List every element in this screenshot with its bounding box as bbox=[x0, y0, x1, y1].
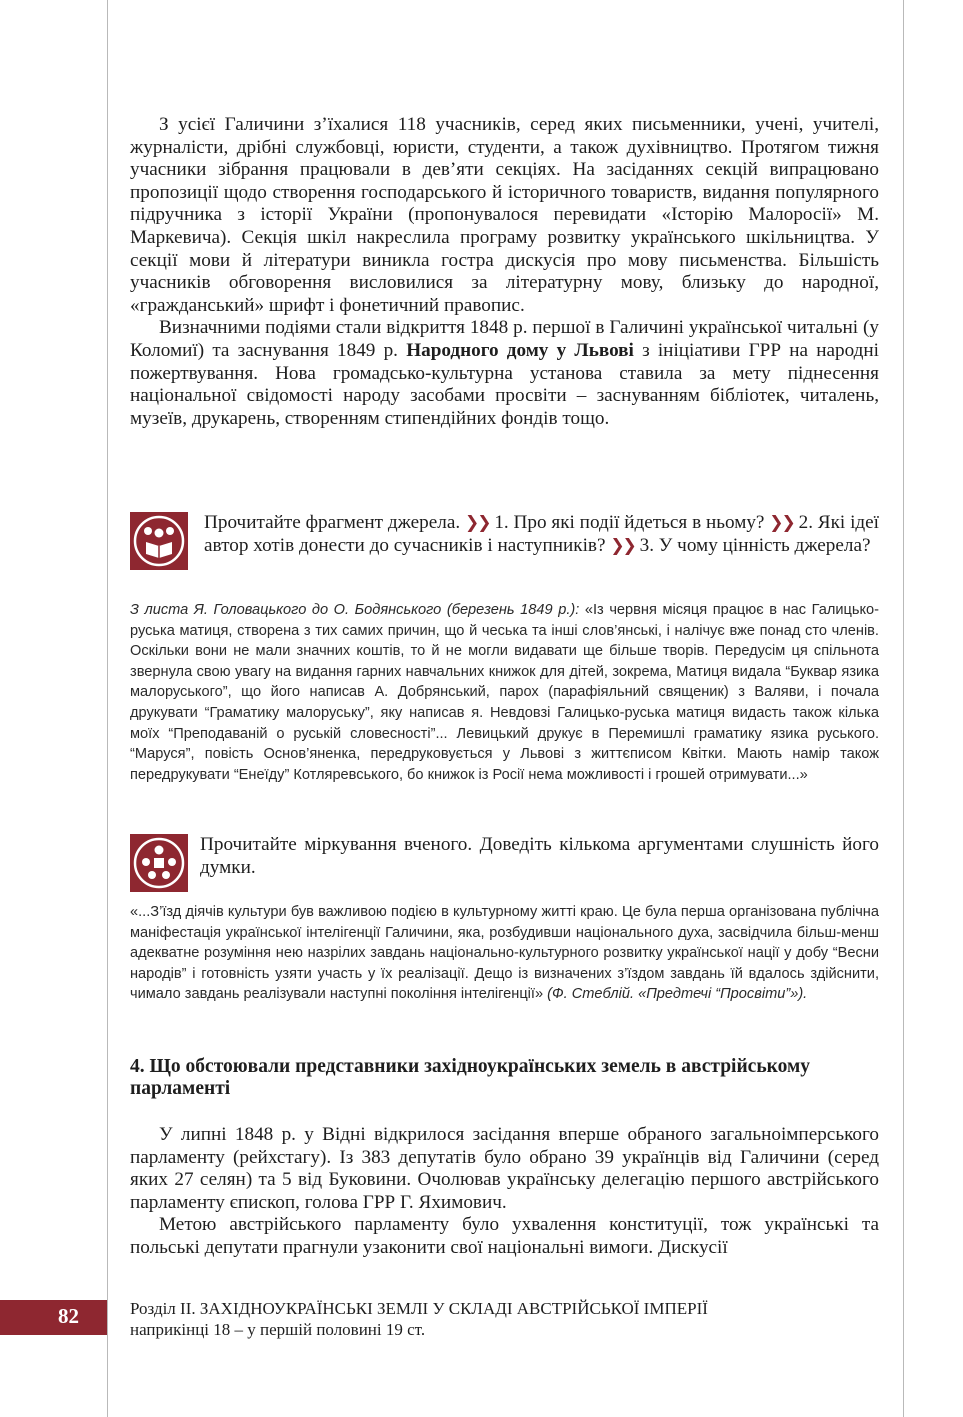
chevron-marker-icon: ❯❯ bbox=[610, 535, 635, 556]
source-quote-golovatsky bbox=[130, 600, 879, 785]
page-number: 82 bbox=[58, 1304, 79, 1328]
group-discussion-icon bbox=[130, 834, 188, 892]
footer-line: Розділ ІІ. ЗАХІДНОУКРАЇНСЬКІ ЗЕМЛІ У СКЛАДІ АВСТРІЙСЬКОЇ ІМПЕРІЇ bbox=[130, 1299, 708, 1318]
bold-term: Народного дому у Львові bbox=[406, 339, 634, 361]
running-footer bbox=[130, 1298, 890, 1340]
body-text-bottom bbox=[130, 1124, 879, 1260]
paragraph: Метою австрійського парламенту було ухвалення конституції, тож українські та польські депутати прагнули узаконити свої національні вимоги. Дискусії bbox=[130, 1214, 879, 1258]
chevron-marker-icon: ❯❯ bbox=[465, 513, 490, 533]
reading-book-icon bbox=[130, 512, 188, 570]
task-text: Прочитайте міркування вченого. Доведіть кількома аргументами слушність його думки. bbox=[200, 834, 879, 878]
source-quote-stebliy bbox=[130, 902, 879, 1005]
paragraph: З усієї Галичини з’їхалися 118 учасників, серед яких письменники, учені, учителі, журналісти, дрібні службовці, юристи, студенти, а також духівництво. Протягом тижня учасники зібрання працювали в дев’яти секціях. На засіданнях секцій випрацювано пропозиції щодо створення господарського й історичного товариств, видання популярного підручника з історії України (пропонувалося перевидати «Історію Малоросії» М. Маркевича). Секція шкіл накреслила програму розвитку українського шкільництва. У секції мови й літератури виникла гостра дискусія про мову письменства. Більшість учасників обговорення висловилися за літературну мову, близьку до народної, «гражданський» шрифт і фонетичний правопис. bbox=[130, 114, 879, 316]
quote-text: «...З’їзд діячів культури був важливою подією в культурному житті краю. Це була перша організована публічна маніфестація української інтелігенції Галичини, яка, розбудивши національного духа, засвідчила більш-менш адекватне розуміння нею назрілих завдань національно-культурного розвитку української нації у добу “Весни народів” і готовність узяти участь у їх реалізації. Дещо із визначених з’їздом завдань їй вдалось здійснити, чимало завдань реалізували наступні покоління інтелігенції» bbox=[130, 904, 879, 1003]
quote-source: З листа Я. Головацького до О. Бодянського (березень 1849 р.): bbox=[130, 602, 580, 618]
chevron-marker-icon: ❯❯ bbox=[769, 513, 794, 533]
paragraph: Визначними подіями стали відкриття 1848 р. першої в Галичині української читальні (у Коломиї) та заснування 1849 р. Народного дому у Львові з ініціативи ГРР на народні пожертвування. Нова громадсько-культурна установа ставила за мету піднесення національної свідомості народу засобами просвіти – заснуванням бібліотек, читалень, музеїв, друкарень, створенням стипендійних фондів тощо. bbox=[130, 317, 879, 429]
footer-line: наприкінці 18 – у першій половині 19 ст. bbox=[130, 1320, 426, 1339]
task-text: Прочитайте фрагмент джерела. ❯❯ 1. Про які події йдеться в ньому? ❯❯ 2. Які ідеї автор хотів донести до сучасників і наступників? ❯❯ 3. У чому цінність джерела? bbox=[204, 512, 880, 556]
page-number-box bbox=[0, 1300, 107, 1335]
section-heading: 4. Що обстоювали представники західноукраїнських земель в австрійському парламенті bbox=[130, 1056, 811, 1099]
quote-source: (Ф. Стеблій. «Предтечі “Просвіти”»). bbox=[543, 986, 808, 1003]
quote-text: «Із червня місяця працює в нас Галицько-руська матиця, створена з тих самих причин, що й чеська та інші слов’янські, і налічує вже понад сто членів. Оскільки вони не мали значних коштів, то й не могли видавати ще більше творів. Передусім ця спільнота звернула свою увагу на видання гарних навчальних книжок для дітей, зокрема, Матиця видала “Буквар язика малоруського”, що його написав А. Добрянський, парох (парафіяльний священик) з Валяви, і почала друкувати “Граматику малоруську”, яку написав я. Невдовзі Галицько-руська матиця видасть також кілька моїх “Преподаваній о руській словесності”... Левицький друкує в Перемишлі граматику язика руського. “Маруся”, повість Основ’яненка, передруковується у Львові з життєписом Квітки. Мають намір також передрукувати “Енеїду” Котляревського, бо книжок із Росії нема можливості і грошей отримувати...» bbox=[130, 602, 879, 783]
paragraph: У липні 1848 р. у Відні відкрилося засідання вперше обраного загальноімперського парламенту (рейхстагу). Із 383 депутатів було обрано 39 українців від Галичини (серед яких 27 селян) та 5 від Буковини. Очолював українську делегацію першого австрійського парламенту єпископ, голова ГРР Г. Яхимович. bbox=[130, 1124, 879, 1213]
right-margin-rule bbox=[903, 0, 904, 1417]
body-text-top bbox=[130, 114, 879, 430]
left-margin-rule bbox=[107, 0, 108, 1417]
